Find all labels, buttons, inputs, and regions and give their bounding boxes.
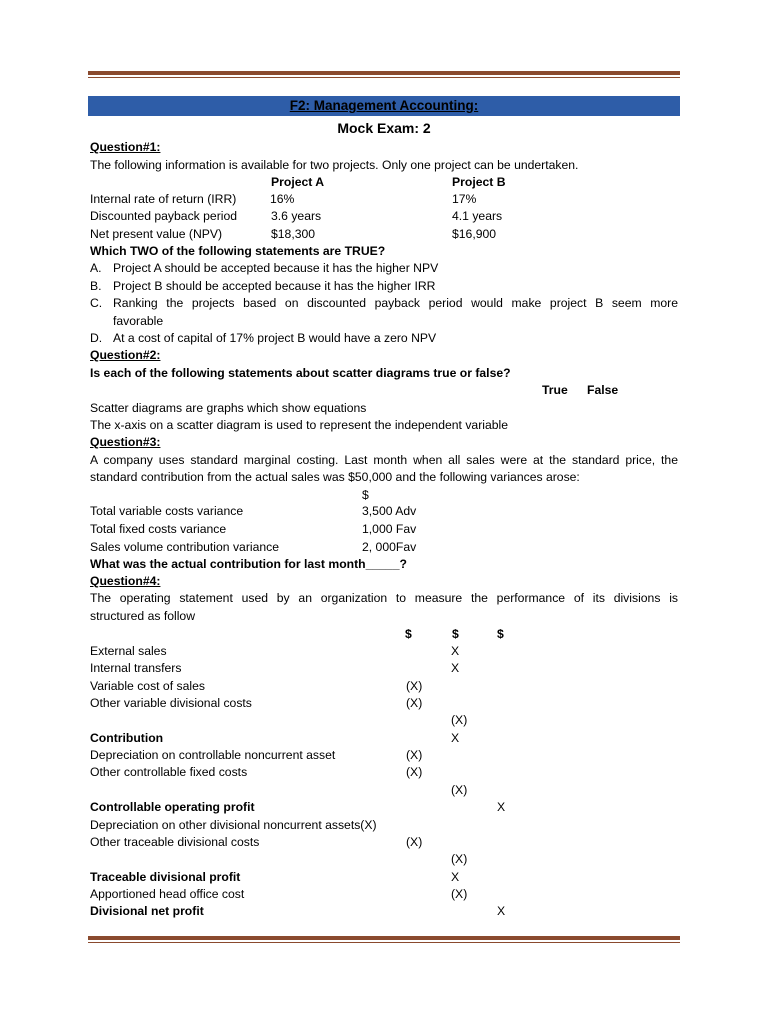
q4-line-label: Variable cost of sales bbox=[90, 679, 205, 693]
q4-currency-col1: $ bbox=[405, 627, 412, 641]
q4-line-col3: X bbox=[497, 904, 506, 918]
q1-option-text: Project B should be accepted because it has the higher IRR bbox=[113, 279, 436, 293]
q4-line-label: Traceable divisional profit bbox=[90, 870, 241, 884]
q4-line-col1: (X) bbox=[406, 748, 423, 762]
q1-row-label: Net present value (NPV) bbox=[90, 227, 223, 241]
q4-line-label: Other traceable divisional costs bbox=[90, 835, 260, 849]
top-rule bbox=[88, 71, 680, 78]
q4-line-col1: (X) bbox=[406, 765, 423, 779]
q4-line-col2: (X) bbox=[451, 852, 468, 866]
q3-row-value: 3,500 Adv bbox=[362, 504, 417, 518]
q4-intro-cont: structured as follow bbox=[90, 609, 195, 623]
q4-line-col2: X bbox=[451, 731, 460, 745]
q4-line-label: Depreciation on controllable noncurrent asset bbox=[90, 748, 336, 762]
q4-line-label: Contribution bbox=[90, 731, 164, 745]
q3-row-label: Sales volume contribution variance bbox=[90, 540, 280, 554]
q4-line-label: Other controllable fixed costs bbox=[90, 765, 248, 779]
bottom-rule bbox=[88, 936, 680, 943]
q4-line-label: Controllable operating profit bbox=[90, 800, 255, 814]
q3-currency: $ bbox=[362, 488, 369, 502]
q2-prompt: Is each of the following statements about scatter diagrams true or false? bbox=[90, 366, 511, 380]
q2-true-label: True bbox=[542, 383, 568, 397]
q4-line-label: Divisional net profit bbox=[90, 904, 204, 918]
q4-line-label: Other variable divisional costs bbox=[90, 696, 252, 710]
q1-option-text: At a cost of capital of 17% project B would have a zero NPV bbox=[113, 331, 437, 345]
title-banner bbox=[88, 96, 680, 116]
q4-line-col1: (X) bbox=[406, 696, 423, 710]
q3-row-label: Total variable costs variance bbox=[90, 504, 244, 518]
q1-row-a: 16% bbox=[270, 192, 295, 206]
q3-row-label: Total fixed costs variance bbox=[90, 522, 227, 536]
q3-row-value: 1,000 Fav bbox=[362, 522, 417, 536]
q4-line-col2: X bbox=[451, 661, 460, 675]
q3-prompt: What was the actual contribution for last month_____? bbox=[90, 557, 407, 571]
q1-heading: Question#1: bbox=[90, 140, 161, 154]
q1-option-letter: A. bbox=[90, 261, 102, 275]
page-subtitle: Mock Exam: 2 bbox=[337, 120, 431, 136]
q2-false-label: False bbox=[587, 383, 619, 397]
q4-line-col1: (X) bbox=[406, 835, 423, 849]
q1-option-text-cont: favorable bbox=[113, 314, 164, 328]
q1-row-b: 4.1 years bbox=[452, 209, 503, 223]
q1-row-label: Internal rate of return (IRR) bbox=[90, 192, 237, 206]
q1-option-text: Ranking the projects based on discounted payback period would make project B seem more bbox=[113, 296, 678, 310]
q1-option-letter: B. bbox=[90, 279, 102, 293]
q1-col-a: Project A bbox=[271, 175, 325, 189]
q2-statement: The x-axis on a scatter diagram is used to represent the independent variable bbox=[90, 418, 508, 432]
q4-currency-col2: $ bbox=[452, 627, 459, 641]
q1-col-b: Project B bbox=[452, 175, 506, 189]
q1-option-letter: C. bbox=[90, 296, 103, 310]
q3-row-value: 2, 000Fav bbox=[362, 540, 417, 554]
q3-intro: A company uses standard marginal costing. Last month when all sales were at the standard price, the bbox=[90, 453, 678, 467]
q4-line-label: Internal transfers bbox=[90, 661, 182, 675]
q1-option-letter: D. bbox=[90, 331, 103, 345]
q4-line-col2: (X) bbox=[451, 783, 468, 797]
q4-line-col2: (X) bbox=[451, 887, 468, 901]
q4-line-col3: X bbox=[497, 800, 506, 814]
q4-heading: Question#4: bbox=[90, 574, 161, 588]
q1-row-b: $16,900 bbox=[452, 227, 497, 241]
q1-option-text: Project A should be accepted because it has the higher NPV bbox=[113, 261, 439, 275]
q4-line-col2: X bbox=[451, 644, 460, 658]
q1-row-a: 3.6 years bbox=[271, 209, 322, 223]
q1-intro: The following information is available for two projects. Only one project can be undertaken. bbox=[90, 158, 579, 172]
q4-intro: The operating statement used by an organization to measure the performance of its divisions is bbox=[90, 591, 678, 605]
q1-prompt: Which TWO of the following statements are TRUE? bbox=[90, 244, 386, 258]
q4-line-label: Depreciation on other divisional noncurrent assets(X) bbox=[90, 818, 377, 832]
q4-currency-col3: $ bbox=[497, 627, 504, 641]
q1-row-a: $18,300 bbox=[271, 227, 316, 241]
q1-row-label: Discounted payback period bbox=[90, 209, 238, 223]
page-title: F2: Management Accounting: bbox=[289, 98, 479, 113]
q4-line-col2: X bbox=[451, 870, 460, 884]
q4-line-col2: (X) bbox=[451, 713, 468, 727]
q1-row-b: 17% bbox=[452, 192, 477, 206]
q3-heading: Question#3: bbox=[90, 435, 161, 449]
q4-line-col1: (X) bbox=[406, 679, 423, 693]
q2-statement: Scatter diagrams are graphs which show equations bbox=[90, 401, 367, 415]
q4-line-label: Apportioned head office cost bbox=[90, 887, 245, 901]
q2-heading: Question#2: bbox=[90, 348, 161, 362]
q3-intro-cont: standard contribution from the actual sales was $50,000 and the following variances arose: bbox=[90, 470, 580, 484]
q4-line-label: External sales bbox=[90, 644, 167, 658]
